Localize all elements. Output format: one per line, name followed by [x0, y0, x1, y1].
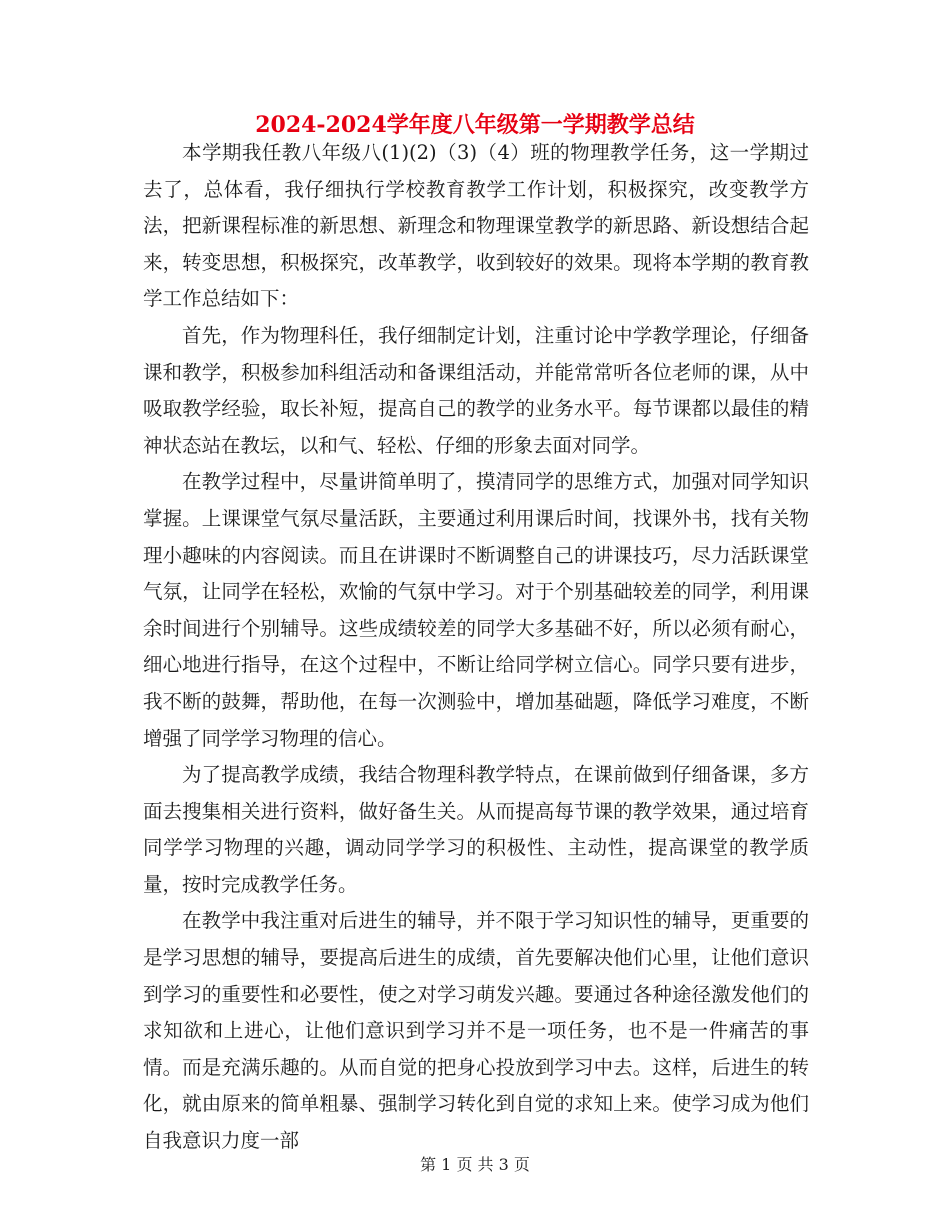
- page-footer: 第 1 页 共 3 页: [420, 1155, 530, 1174]
- document-body: [143, 135, 809, 1160]
- document-title: 2024-2024学年度八年级第一学期教学总结: [255, 112, 695, 138]
- paragraph-struggling-students: 在教学中我注重对后进生的辅导，并不限于学习知识性的辅导，更重要的是学习思想的辅导，要提高后进生的成绩，首先要解决他们心里，让他们意识到学习的重要性和必要性，使之对学习萌发兴趣。要通过各种途径激发他们的求知欲和上进心，让他们意识到学习并不是一项任务，也不是一件痛苦的事情。而是充满乐趣的。从而自觉的把身心投放到学习中去。这样，后进生的转化，就由原来的简单粗暴、强制学习转化到自觉的求知上来。使学习成为他们自我意识力度一部: [143, 909, 809, 1153]
- paragraph-intro: 本学期我任教八年级八(1)(2)（3)（4）班的物理教学任务，这一学期过去了，总体看，我仔细执行学校教育教学工作计划，积极探究，改变教学方法，把新课程标准的新思想、新理念和物理课堂教学的新思路、新设想结合起来，转变思想，积极探究，改革教学，收到较好的效果。现将本学期的教育教学工作总结如下：: [143, 141, 809, 311]
- paragraph-preparation: 首先，作为物理科任，我仔细制定计划，注重讨论中学教学理论，仔细备课和教学，积极参加科组活动和备课组活动，并能常常听各位老师的课，从中吸取教学经验，取长补短，提高自己的教学的业务水平。每节课都以最佳的精神状态站在教坛，以和气、轻松、仔细的形象去面对同学。: [143, 323, 809, 457]
- paragraph-improve-results: 为了提高教学成绩，我结合物理科教学特点，在课前做到仔细备课，多方面去搜集相关进行资料，做好备生关。从而提高每节课的教学效果，通过培育同学学习物理的兴趣，调动同学学习的积极性、主动性，提高课堂的教学质量，按时完成教学任务。: [143, 763, 809, 896]
- paragraph-teaching-process: 在教学过程中，尽量讲简单明了，摸清同学的思维方式，加强对同学知识掌握。上课课堂气氛尽量活跃，主要通过利用课后时间，找课外书，找有关物理小趣味的内容阅读。而且在讲课时不断调整自己的讲课技巧，尽力活跃课堂气氛，让同学在轻松，欢愉的气氛中学习。对于个别基础较差的同学，利用课余时间进行个别辅导。这些成绩较差的同学大多基础不好，所以必须有耐心，细心地进行指导，在这个过程中，不断让给同学树立信心。同学只要有进步，我不断的鼓舞，帮助他，在每一次测验中，增加基础题，降低学习难度，不断增强了同学学习物理的信心。: [143, 470, 809, 750]
